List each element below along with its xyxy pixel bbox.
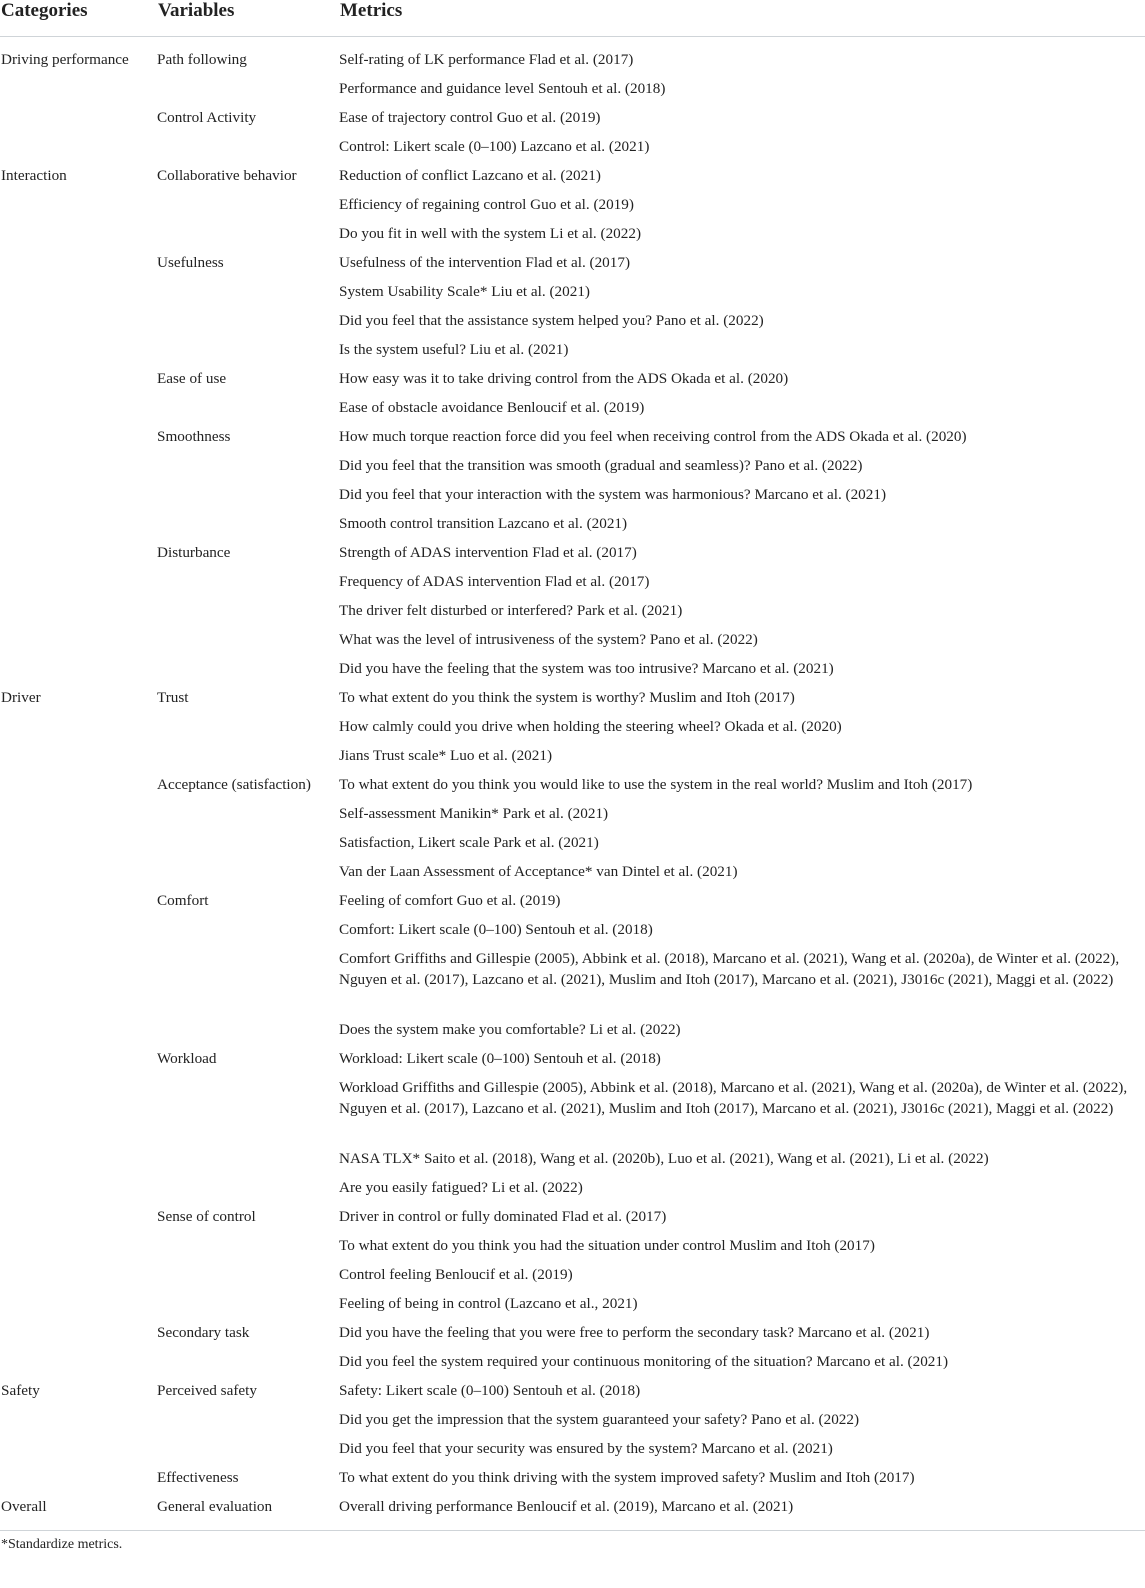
cell-metric: Ease of trajectory control Guo et al. (2019): [339, 109, 601, 126]
cell-metric: Did you feel that your interaction with the system was harmonious? Marcano et al. (2021): [339, 486, 887, 503]
cell-category: [0, 1020, 157, 1049]
cell-category: [0, 79, 157, 108]
table-row: [0, 804, 1145, 833]
cell-category: [0, 456, 157, 485]
cell-variable: [157, 833, 339, 862]
table-row: [0, 920, 1145, 949]
cell-variable: [157, 659, 339, 688]
table-row: [0, 833, 1145, 862]
cell-category: [0, 195, 157, 224]
cell-variable: Collaborative behavior: [157, 167, 297, 184]
cell-metric: Self-assessment Manikin* Park et al. (2021): [339, 805, 609, 822]
cell-variable: [157, 1149, 339, 1178]
table-row: [0, 253, 1145, 282]
cell-category: [0, 1294, 157, 1323]
table-row: [0, 1049, 1145, 1078]
cell-variable: [157, 224, 339, 253]
cell-metric: To what extent do you think you would like to use the system in the real world? Muslim and Itoh (2017): [339, 776, 973, 793]
cell-metric: Frequency of ADAS intervention Flad et al. (2017): [339, 573, 650, 590]
table-row: [0, 688, 1145, 717]
cell-metric: Comfort: Likert scale (0–100) Sentouh et al. (2018): [339, 921, 653, 938]
table-row: [0, 1294, 1145, 1323]
table-row: [0, 369, 1145, 398]
cell-variable: [157, 862, 339, 891]
cell-category: [0, 746, 157, 775]
cell-category: [0, 485, 157, 514]
table-row: [0, 630, 1145, 659]
cell-metric: Did you feel that the assistance system helped you? Pano et al. (2022): [339, 312, 764, 329]
cell-category: [0, 543, 157, 572]
cell-metric: Reduction of conflict Lazcano et al. (2021): [339, 167, 601, 184]
cell-variable: [157, 1236, 339, 1265]
cell-category: [0, 1236, 157, 1265]
table-row: [0, 746, 1145, 775]
cell-category: [0, 1352, 157, 1381]
header-variables: Variables: [158, 0, 235, 21]
table-row: [0, 659, 1145, 688]
table-row: [0, 282, 1145, 311]
cell-variable: [157, 1439, 339, 1468]
cell-variable: [157, 630, 339, 659]
cell-category: [0, 427, 157, 456]
cell-category: [0, 1207, 157, 1236]
cell-category: [0, 1049, 157, 1078]
cell-metric: Feeling of comfort Guo et al. (2019): [339, 892, 561, 909]
cell-metric: Feeling of being in control (Lazcano et al., 2021): [339, 1295, 638, 1312]
cell-variable: [157, 1294, 339, 1323]
table-row: [0, 1381, 1145, 1410]
cell-category: [0, 1265, 157, 1294]
cell-category: [0, 920, 157, 949]
cell-category: [0, 1439, 157, 1468]
cell-category: Safety: [1, 1382, 40, 1399]
table-row: [0, 775, 1145, 804]
cell-metric: Jians Trust scale* Luo et al. (2021): [339, 747, 553, 764]
cell-variable: Comfort: [157, 892, 209, 909]
cell-variable: Secondary task: [157, 1324, 250, 1341]
table-row: [0, 862, 1145, 891]
cell-variable: [157, 1078, 339, 1149]
cell-category: [0, 369, 157, 398]
cell-category: Overall: [1, 1498, 47, 1515]
table-row: [0, 195, 1145, 224]
table-row: [0, 50, 1145, 79]
table-row: [0, 572, 1145, 601]
table-row: [0, 949, 1145, 1020]
table-row: [0, 311, 1145, 340]
cell-metric: How easy was it to take driving control from the ADS Okada et al. (2020): [339, 370, 789, 387]
cell-variable: [157, 572, 339, 601]
cell-category: [0, 1149, 157, 1178]
cell-metric: Did you feel the system required your continuous monitoring of the situation? Marcano et al. (2021): [339, 1353, 949, 1370]
cell-metric: How much torque reaction force did you feel when receiving control from the ADS Okada et al. (2020): [339, 428, 967, 445]
cell-metric: To what extent do you think you had the situation under control Muslim and Itoh (2017): [339, 1237, 875, 1254]
cell-variable: [157, 1020, 339, 1049]
cell-metric: The driver felt disturbed or interfered? Park et al. (2021): [339, 602, 683, 619]
cell-metric: Does the system make you comfortable? Li et al. (2022): [339, 1021, 681, 1038]
cell-category: [0, 572, 157, 601]
cell-variable: Acceptance (satisfaction): [157, 776, 311, 793]
cell-category: Driving performance: [1, 51, 129, 68]
cell-category: [0, 862, 157, 891]
cell-category: [0, 775, 157, 804]
table-row: [0, 79, 1145, 108]
table-row: [0, 137, 1145, 166]
table-row: [0, 1236, 1145, 1265]
table-row: [0, 456, 1145, 485]
cell-category: [0, 1178, 157, 1207]
cell-variable: [157, 398, 339, 427]
cell-category: [0, 1410, 157, 1439]
cell-metric: Did you have the feeling that you were free to perform the secondary task? Marcano et al. (2021): [339, 1324, 930, 1341]
cell-metric: Ease of obstacle avoidance Benloucif et al. (2019): [339, 399, 645, 416]
cell-variable: Perceived safety: [157, 1382, 257, 1399]
table-row: [0, 1497, 1145, 1526]
table-row: [0, 166, 1145, 195]
cell-category: [0, 398, 157, 427]
cell-category: [0, 253, 157, 282]
cell-variable: [157, 456, 339, 485]
cell-metric: Workload Griffiths and Gillespie (2005), Abbink et al. (2018), Marcano et al. (2021), Wang et al. (2020a), de Winter et al. (2022), Nguyen et al. (2017), Lazcano et al. (2021), Muslim and Itoh (2017), Marcano et al. (2021), J3016c (2021), Maggi et al. (2022): [339, 1079, 1128, 1117]
cell-variable: Trust: [157, 689, 189, 706]
cell-metric: To what extent do you think driving with the system improved safety? Muslim and Itoh (2017): [339, 1469, 915, 1486]
cell-variable: Smoothness: [157, 428, 231, 445]
cell-category: [0, 1078, 157, 1149]
cell-metric: Van der Laan Assessment of Acceptance* van Dintel et al. (2021): [339, 863, 738, 880]
cell-variable: [157, 601, 339, 630]
footnote: *Standardize metrics.: [0, 1530, 1145, 1554]
cell-metric: Did you get the impression that the system guaranteed your safety? Pano et al. (2022): [339, 1411, 860, 1428]
cell-variable: Path following: [157, 51, 247, 68]
table-row: [0, 1178, 1145, 1207]
cell-metric: To what extent do you think the system is worthy? Muslim and Itoh (2017): [339, 689, 795, 706]
cell-category: Interaction: [1, 167, 67, 184]
cell-variable: [157, 514, 339, 543]
cell-metric: NASA TLX* Saito et al. (2018), Wang et al. (2020b), Luo et al. (2021), Wang et al. (2021), Li et al. (2022): [339, 1150, 989, 1167]
cell-category: [0, 224, 157, 253]
cell-metric: How calmly could you drive when holding the steering wheel? Okada et al. (2020): [339, 718, 842, 735]
cell-metric: Self-rating of LK performance Flad et al. (2017): [339, 51, 634, 68]
cell-metric: Did you feel that your security was ensured by the system? Marcano et al. (2021): [339, 1440, 833, 1457]
table-row: [0, 543, 1145, 572]
table-row: [0, 1020, 1145, 1049]
table-row: [0, 108, 1145, 137]
cell-variable: Disturbance: [157, 544, 231, 561]
cell-metric: Driver in control or fully dominated Flad et al. (2017): [339, 1208, 667, 1225]
cell-variable: [157, 282, 339, 311]
cell-variable: [157, 949, 339, 1020]
cell-metric: Comfort Griffiths and Gillespie (2005), Abbink et al. (2018), Marcano et al. (2021), Wang et al. (2020a), de Winter et al. (2022), Nguyen et al. (2017), Lazcano et al. (2021), Muslim and Itoh (2017), Marcano et al. (2021), J3016c (2021), Maggi et al. (2022): [339, 950, 1120, 988]
cell-variable: [157, 804, 339, 833]
cell-variable: [157, 1265, 339, 1294]
cell-category: [0, 137, 157, 166]
cell-category: [0, 282, 157, 311]
header-metrics: Metrics: [340, 0, 403, 21]
cell-metric: Usefulness of the intervention Flad et al. (2017): [339, 254, 631, 271]
cell-metric: Smooth control transition Lazcano et al. (2021): [339, 515, 628, 532]
cell-category: [0, 804, 157, 833]
table-row: [0, 1352, 1145, 1381]
cell-variable: General evaluation: [157, 1498, 273, 1515]
cell-variable: [157, 79, 339, 108]
cell-category: [0, 630, 157, 659]
cell-variable: [157, 1410, 339, 1439]
cell-category: [0, 891, 157, 920]
cell-metric: Performance and guidance level Sentouh et al. (2018): [339, 80, 666, 97]
cell-category: [0, 340, 157, 369]
table-row: [0, 514, 1145, 543]
table-row: [0, 427, 1145, 456]
table-row: [0, 398, 1145, 427]
cell-metric: Did you have the feeling that the system was too intrusive? Marcano et al. (2021): [339, 660, 834, 677]
cell-variable: [157, 137, 339, 166]
cell-category: [0, 601, 157, 630]
cell-category: [0, 514, 157, 543]
cell-variable: Workload: [157, 1050, 217, 1067]
cell-metric: Control feeling Benloucif et al. (2019): [339, 1266, 573, 1283]
table-row: [0, 891, 1145, 920]
cell-variable: [157, 340, 339, 369]
cell-metric: Efficiency of regaining control Guo et al. (2019): [339, 196, 634, 213]
table-row: [0, 1207, 1145, 1236]
table-row: [0, 1078, 1145, 1149]
table-row: [0, 717, 1145, 746]
table-row: [0, 485, 1145, 514]
table-row: [0, 1323, 1145, 1352]
cell-category: Driver: [1, 689, 41, 706]
cell-category: [0, 108, 157, 137]
table-row: [0, 1149, 1145, 1178]
cell-category: [0, 659, 157, 688]
cell-category: [0, 1323, 157, 1352]
cell-metric: System Usability Scale* Liu et al. (2021): [339, 283, 590, 300]
cell-metric: Do you fit in well with the system Li et al. (2022): [339, 225, 642, 242]
cell-variable: [157, 311, 339, 340]
cell-metric: Workload: Likert scale (0–100) Sentouh et al. (2018): [339, 1050, 661, 1067]
cell-variable: Effectiveness: [157, 1469, 239, 1486]
cell-variable: [157, 485, 339, 514]
cell-variable: [157, 746, 339, 775]
cell-metric: Did you feel that the transition was smooth (gradual and seamless)? Pano et al. (2022): [339, 457, 863, 474]
table-row: [0, 340, 1145, 369]
cell-variable: Control Activity: [157, 109, 257, 126]
table-row: [0, 601, 1145, 630]
cell-metric: Strength of ADAS intervention Flad et al. (2017): [339, 544, 637, 561]
table-row: [0, 1439, 1145, 1468]
cell-category: [0, 311, 157, 340]
cell-metric: What was the level of intrusiveness of the system? Pano et al. (2022): [339, 631, 758, 648]
cell-metric: Overall driving performance Benloucif et al. (2019), Marcano et al. (2021): [339, 1498, 794, 1515]
table-row: [0, 1468, 1145, 1497]
table-body: [0, 37, 1145, 1526]
cell-category: [0, 717, 157, 746]
cell-category: [0, 949, 157, 1020]
cell-variable: Ease of use: [157, 370, 227, 387]
cell-variable: Usefulness: [157, 254, 224, 271]
cell-metric: Safety: Likert scale (0–100) Sentouh et al. (2018): [339, 1382, 641, 1399]
cell-metric: Are you easily fatigued? Li et al. (2022): [339, 1179, 583, 1196]
cell-variable: [157, 920, 339, 949]
cell-category: [0, 833, 157, 862]
cell-variable: [157, 1352, 339, 1381]
cell-variable: [157, 717, 339, 746]
table-header: [0, 0, 1145, 37]
cell-metric: Is the system useful? Liu et al. (2021): [339, 341, 569, 358]
cell-variable: [157, 195, 339, 224]
table-row: [0, 1265, 1145, 1294]
cell-variable: [157, 1178, 339, 1207]
cell-metric: Satisfaction, Likert scale Park et al. (2021): [339, 834, 599, 851]
table-row: [0, 224, 1145, 253]
header-categories: Categories: [1, 0, 88, 21]
table-row: [0, 1410, 1145, 1439]
cell-metric: Control: Likert scale (0–100) Lazcano et al. (2021): [339, 138, 650, 155]
cell-variable: Sense of control: [157, 1208, 256, 1225]
cell-category: [0, 1468, 157, 1497]
